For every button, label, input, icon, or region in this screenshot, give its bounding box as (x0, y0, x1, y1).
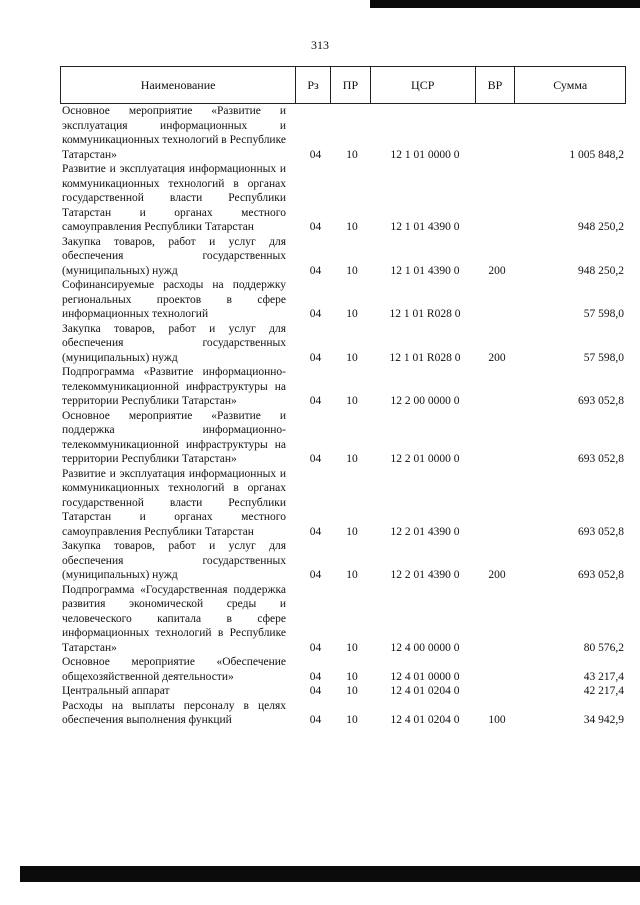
table-row (62, 365, 628, 409)
row-csr: 12 4 00 0000 0 (390, 641, 460, 654)
table-row (62, 162, 628, 235)
row-csr: 12 4 01 0204 0 (390, 685, 460, 697)
row-sum: 948 250,2 (578, 221, 624, 233)
table-row (62, 467, 628, 540)
row-name: Центральный аппарат (62, 685, 170, 697)
row-pr: 10 (346, 685, 358, 697)
row-pr: 10 (346, 569, 358, 581)
table-row (62, 322, 628, 366)
row-rz: 04 (309, 714, 322, 726)
row-vr: 100 (488, 714, 506, 726)
table-header (60, 66, 626, 104)
table-row (62, 539, 628, 583)
row-rz: 04 (309, 148, 322, 161)
row-sum: 693 052,8 (578, 453, 624, 465)
row-vr: 200 (488, 351, 506, 364)
row-name: Закупка товаров, работ и услуг для обеспечения государственных (муниципальных) нужд (62, 540, 286, 581)
scan-edge-bottom (20, 866, 640, 882)
row-pr: 10 (346, 641, 358, 654)
row-sum: 693 052,8 (578, 525, 624, 538)
table-row (62, 104, 628, 162)
row-sum: 57 598,0 (583, 351, 624, 364)
row-rz: 04 (309, 351, 322, 364)
row-name: Основное мероприятие «Развитие и эксплуатация информационных и коммуникационных технологий в Республике Татарстан» (62, 105, 286, 161)
row-rz: 04 (309, 308, 322, 320)
row-vr: 200 (488, 569, 506, 581)
column-header-sum: Сумма (514, 67, 625, 103)
row-csr: 12 2 00 0000 0 (390, 395, 460, 407)
row-csr: 12 2 01 4390 0 (390, 569, 460, 581)
scan-edge-top (370, 0, 640, 8)
row-pr: 10 (346, 453, 358, 465)
row-pr: 10 (346, 308, 358, 320)
row-rz: 04 (309, 641, 322, 654)
column-header-name: Наименование (140, 77, 216, 92)
page-number: 313 (311, 38, 329, 52)
table-row (62, 583, 628, 656)
row-name: Развитие и эксплуатация информационных и коммуникационных технологий в органах государственной власти Республики Татарстан и органах местного самоуправления Республики Татарстан (62, 467, 286, 538)
row-csr: 12 1 01 4390 0 (390, 264, 460, 277)
row-pr: 10 (346, 714, 358, 726)
table-row (62, 655, 628, 684)
row-name: Софинансируемые расходы на поддержку региональных проектов в сфере информационных технологий (62, 279, 286, 320)
row-rz: 04 (309, 453, 322, 465)
row-pr: 10 (346, 395, 358, 407)
row-rz: 04 (309, 525, 322, 538)
row-csr: 12 1 01 4390 0 (390, 221, 460, 233)
row-pr: 10 (346, 148, 358, 161)
row-sum: 57 598,0 (583, 308, 624, 320)
row-sum: 43 217,4 (583, 670, 624, 683)
column-header-rz: Рз (295, 67, 330, 103)
row-rz: 04 (309, 685, 322, 697)
row-sum: 80 576,2 (583, 641, 624, 654)
row-pr: 10 (346, 670, 358, 683)
row-csr: 12 2 01 4390 0 (390, 525, 460, 538)
row-csr: 12 4 01 0204 0 (390, 714, 460, 726)
row-name: Закупка товаров, работ и услуг для обеспечения государственных (муниципальных) нужд (62, 322, 286, 364)
column-header-pr: ПР (330, 67, 370, 103)
row-csr: 12 1 01 0000 0 (390, 148, 460, 161)
table-row (62, 684, 628, 699)
table-row (62, 235, 628, 279)
row-rz: 04 (309, 264, 322, 277)
row-csr: 12 2 01 0000 0 (390, 453, 460, 465)
row-rz: 04 (309, 569, 322, 581)
row-name: Основное мероприятие «Обеспечение общехозяйственной деятельности» (62, 656, 286, 683)
row-name: Подпрограмма «Государственная поддержка развития экономической среды и человеческого капитала в сфере информационных технологий в Республике Татарстан» (62, 583, 286, 654)
row-csr: 12 1 01 R028 0 (389, 351, 461, 364)
row-rz: 04 (309, 395, 322, 407)
row-name: Основное мероприятие «Развитие и поддержка информационно-телекоммуникационной инфраструктуры на территории Республики Татарстан» (62, 409, 286, 465)
row-name: Закупка товаров, работ и услуг для обеспечения государственных (муниципальных) нужд (62, 235, 286, 277)
row-sum: 1 005 848,2 (569, 148, 624, 161)
row-csr: 12 4 01 0000 0 (390, 670, 460, 683)
table-row (62, 278, 628, 322)
row-pr: 10 (346, 264, 358, 277)
row-rz: 04 (309, 670, 322, 683)
row-pr: 10 (346, 351, 358, 364)
row-sum: 42 217,4 (583, 685, 624, 697)
row-csr: 12 1 01 R028 0 (389, 308, 461, 320)
row-name: Подпрограмма «Развитие информационно-телекоммуникационной инфраструктуры на территории Республики Татарстан» (62, 366, 286, 407)
row-name: Расходы на выплаты персоналу в целях обеспечения выполнения функций (62, 699, 286, 726)
row-pr: 10 (346, 525, 358, 538)
row-sum: 693 052,8 (578, 569, 624, 581)
table-row (62, 699, 628, 728)
row-pr: 10 (346, 221, 358, 233)
table-row (62, 409, 628, 467)
row-vr: 200 (488, 264, 506, 277)
row-sum: 34 942,9 (583, 714, 624, 726)
column-header-csr: ЦСР (370, 67, 475, 103)
row-sum: 948 250,2 (578, 264, 624, 277)
row-name: Развитие и эксплуатация информационных и коммуникационных технологий в органах государственной власти Республики Татарстан и органах местного самоуправления Республики Татарстан (62, 163, 286, 233)
row-sum: 693 052,8 (578, 395, 624, 407)
column-header-vr: ВР (475, 67, 515, 103)
row-rz: 04 (309, 221, 322, 233)
table-body (62, 104, 628, 728)
